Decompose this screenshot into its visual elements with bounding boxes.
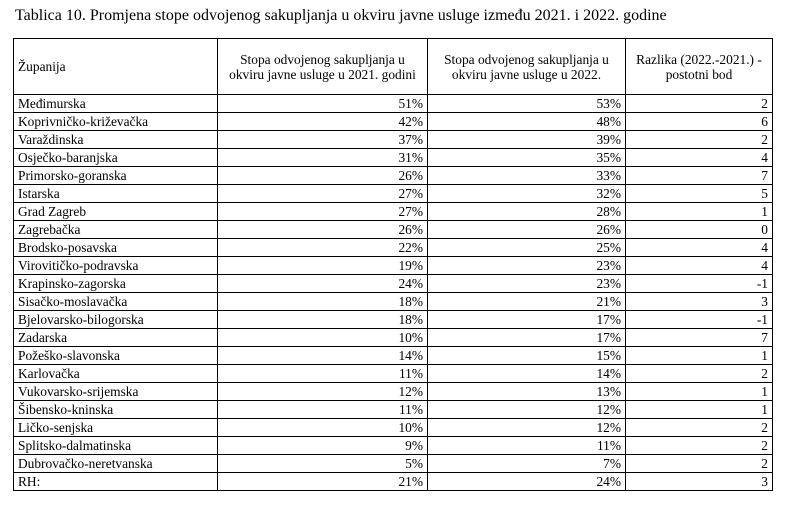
cell-county: Koprivničko-križevačka: [14, 113, 218, 131]
cell-county: Primorsko-goranska: [14, 167, 218, 185]
cell-rate-2022: 21%: [428, 293, 626, 311]
cell-rate-2022: 35%: [428, 149, 626, 167]
table-caption: Tablica 10. Promjena stope odvojenog sakupljanja u okviru javne usluge između 2021. i 2022. godine: [15, 7, 667, 24]
cell-county: Zagrebačka: [14, 221, 218, 239]
cell-county: Zadarska: [14, 329, 218, 347]
cell-county: RH:: [14, 473, 218, 491]
cell-difference: 3: [626, 473, 773, 491]
cell-county: Karlovačka: [14, 365, 218, 383]
cell-rate-2022: 23%: [428, 275, 626, 293]
cell-difference: 1: [626, 383, 773, 401]
cell-difference: 1: [626, 203, 773, 221]
cell-difference: 0: [626, 221, 773, 239]
cell-difference: 2: [626, 365, 773, 383]
table-row: [14, 401, 773, 419]
cell-county: Sisačko-moslavačka: [14, 293, 218, 311]
cell-rate-2022: 53%: [428, 95, 626, 113]
cell-difference: 4: [626, 239, 773, 257]
cell-difference: 7: [626, 167, 773, 185]
table-row: [14, 455, 773, 473]
table-row: [14, 257, 773, 275]
cell-rate-2022: 17%: [428, 329, 626, 347]
cell-difference: 5: [626, 185, 773, 203]
cell-rate-2021: 14%: [218, 347, 428, 365]
cell-rate-2022: 12%: [428, 419, 626, 437]
cell-rate-2022: 7%: [428, 455, 626, 473]
table-row: [14, 347, 773, 365]
cell-rate-2022: 17%: [428, 311, 626, 329]
cell-county: Bjelovarsko-bilogorska: [14, 311, 218, 329]
header-county: Županija: [14, 39, 218, 95]
cell-county: Osječko-baranjska: [14, 149, 218, 167]
cell-rate-2021: 12%: [218, 383, 428, 401]
cell-rate-2021: 21%: [218, 473, 428, 491]
cell-rate-2021: 5%: [218, 455, 428, 473]
cell-rate-2021: 22%: [218, 239, 428, 257]
cell-difference: 2: [626, 437, 773, 455]
table-row: [14, 473, 773, 491]
header-rate-2021: Stopa odvojenog sakupljanja u okviru javne usluge u 2021. godini: [218, 39, 428, 95]
table-row: [14, 131, 773, 149]
cell-difference: -1: [626, 275, 773, 293]
cell-rate-2022: 15%: [428, 347, 626, 365]
table-row: [14, 329, 773, 347]
cell-rate-2021: 11%: [218, 401, 428, 419]
cell-rate-2021: 10%: [218, 329, 428, 347]
cell-county: Varaždinska: [14, 131, 218, 149]
table-row: [14, 203, 773, 221]
cell-county: Požeško-slavonska: [14, 347, 218, 365]
cell-rate-2021: 51%: [218, 95, 428, 113]
cell-rate-2021: 27%: [218, 185, 428, 203]
cell-rate-2022: 12%: [428, 401, 626, 419]
cell-rate-2021: 27%: [218, 203, 428, 221]
cell-difference: 1: [626, 401, 773, 419]
cell-rate-2021: 10%: [218, 419, 428, 437]
cell-rate-2022: 32%: [428, 185, 626, 203]
collection-rate-table: [13, 38, 773, 491]
cell-rate-2021: 26%: [218, 221, 428, 239]
cell-rate-2021: 31%: [218, 149, 428, 167]
table-body: [14, 95, 773, 491]
cell-county: Virovitičko-podravska: [14, 257, 218, 275]
table-row: [14, 311, 773, 329]
cell-rate-2022: 13%: [428, 383, 626, 401]
cell-rate-2021: 11%: [218, 365, 428, 383]
cell-rate-2021: 37%: [218, 131, 428, 149]
cell-rate-2022: 26%: [428, 221, 626, 239]
table-row: [14, 185, 773, 203]
cell-county: Vukovarsko-srijemska: [14, 383, 218, 401]
cell-rate-2021: 18%: [218, 293, 428, 311]
cell-rate-2021: 9%: [218, 437, 428, 455]
cell-rate-2022: 28%: [428, 203, 626, 221]
cell-difference: 2: [626, 131, 773, 149]
cell-rate-2022: 48%: [428, 113, 626, 131]
cell-county: Dubrovačko-neretvanska: [14, 455, 218, 473]
cell-county: Brodsko-posavska: [14, 239, 218, 257]
cell-difference: 1: [626, 347, 773, 365]
cell-rate-2021: 24%: [218, 275, 428, 293]
table-row: [14, 221, 773, 239]
cell-rate-2021: 18%: [218, 311, 428, 329]
cell-difference: -1: [626, 311, 773, 329]
cell-difference: 2: [626, 455, 773, 473]
cell-difference: 2: [626, 419, 773, 437]
cell-rate-2022: 24%: [428, 473, 626, 491]
table-row: [14, 149, 773, 167]
cell-county: Šibensko-kninska: [14, 401, 218, 419]
cell-county: Međimurska: [14, 95, 218, 113]
cell-rate-2022: 33%: [428, 167, 626, 185]
cell-rate-2021: 19%: [218, 257, 428, 275]
cell-rate-2022: 11%: [428, 437, 626, 455]
cell-difference: 3: [626, 293, 773, 311]
table-row: [14, 419, 773, 437]
cell-difference: 7: [626, 329, 773, 347]
cell-rate-2022: 23%: [428, 257, 626, 275]
cell-county: Krapinsko-zagorska: [14, 275, 218, 293]
table-row: [14, 167, 773, 185]
cell-rate-2022: 14%: [428, 365, 626, 383]
cell-rate-2021: 42%: [218, 113, 428, 131]
cell-rate-2021: 26%: [218, 167, 428, 185]
table-row: [14, 293, 773, 311]
table-row: [14, 437, 773, 455]
table-row: [14, 365, 773, 383]
table-row: [14, 95, 773, 113]
cell-county: Istarska: [14, 185, 218, 203]
cell-difference: 4: [626, 149, 773, 167]
table-header: [14, 39, 773, 95]
table-row: [14, 239, 773, 257]
cell-county: Ličko-senjska: [14, 419, 218, 437]
header-rate-2022: Stopa odvojenog sakupljanja u okviru javne usluge u 2022.: [428, 39, 626, 95]
table-row: [14, 275, 773, 293]
cell-difference: 6: [626, 113, 773, 131]
cell-rate-2022: 39%: [428, 131, 626, 149]
header-row: [14, 39, 773, 95]
table-row: [14, 113, 773, 131]
cell-rate-2022: 25%: [428, 239, 626, 257]
header-difference: Razlika (2022.-2021.) - postotni bod: [626, 39, 773, 95]
cell-county: Grad Zagreb: [14, 203, 218, 221]
cell-county: Splitsko-dalmatinska: [14, 437, 218, 455]
cell-difference: 4: [626, 257, 773, 275]
table-row: [14, 383, 773, 401]
cell-difference: 2: [626, 95, 773, 113]
